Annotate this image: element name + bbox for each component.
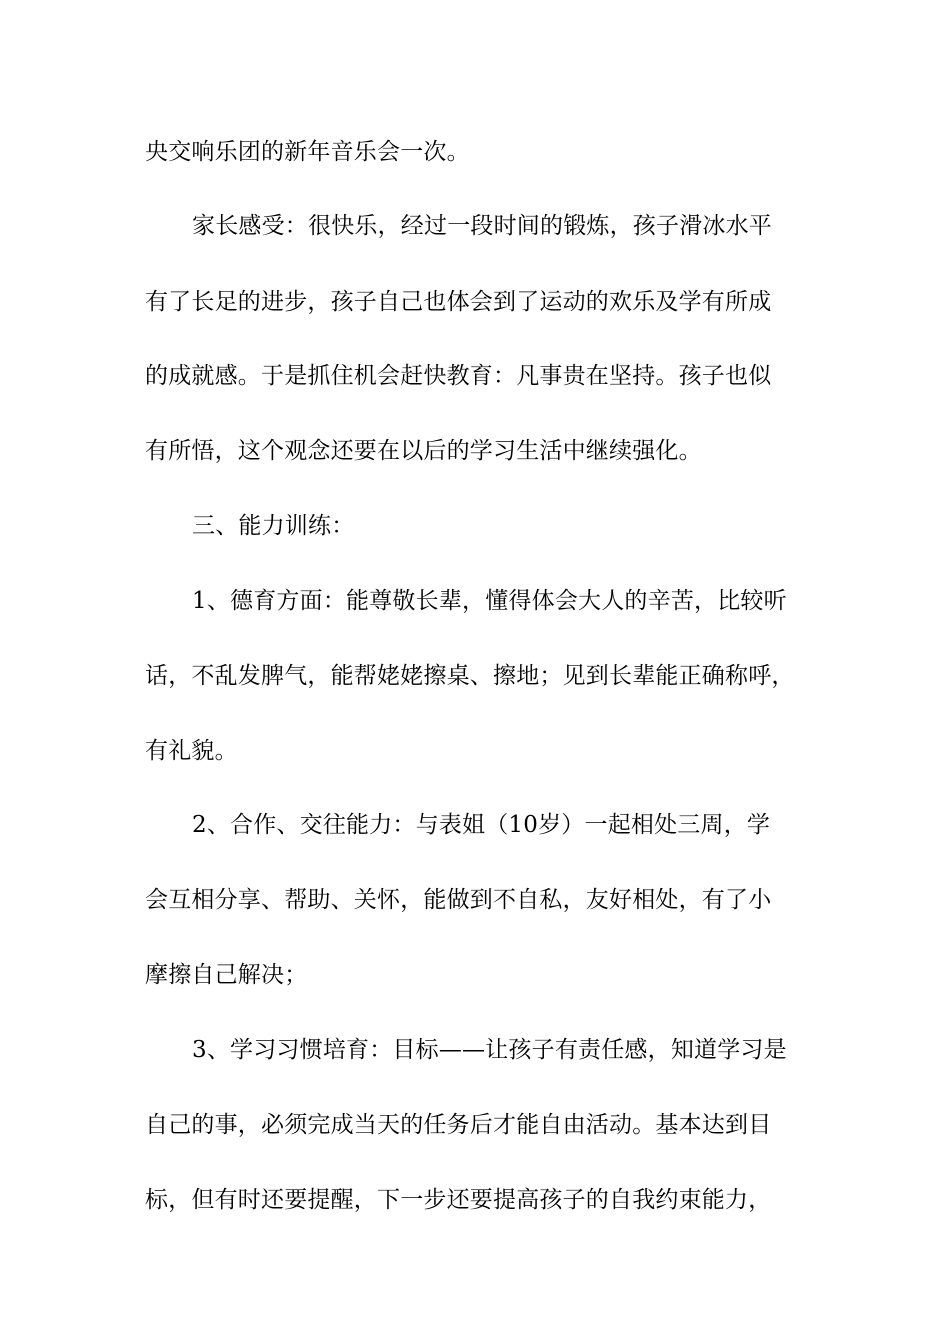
text-line-15: 标，但有时还要提醒，下一步还要提高孩子的自我约束能力， [145, 1187, 772, 1213]
text-line-5: 有所悟，这个观念还要在以后的学习生活中继续强化。 [145, 438, 702, 464]
text-line-9: 有礼貌。 [145, 738, 238, 764]
section-heading: 三、能力训练： [192, 513, 355, 539]
text-line-13: 3、学习习惯培育：目标——让孩子有责任感，知道学习是 [192, 1037, 787, 1063]
text-line-4: 的成就感。于是抓住机会赶快教育：凡事贵在坚持。孩子也似 [145, 363, 772, 389]
text-line-10: 2、合作、交往能力：与表姐（10岁）一起相处三周，学 [192, 812, 771, 838]
text-line-8: 话，不乱发脾气，能帮姥姥擦桌、擦地；见到长辈能正确称呼， [145, 663, 795, 689]
text-line-11: 会互相分享、帮助、关怀，能做到不自私，友好相处，有了小 [145, 887, 772, 913]
text-line-1: 央交响乐团的新年音乐会一次。 [145, 139, 470, 165]
text-line-14: 自己的事，必须完成当天的任务后才能自由活动。基本达到目 [145, 1112, 772, 1138]
text-line-7: 1、德育方面：能尊敬长辈，懂得体会大人的辛苦，比较听 [192, 588, 787, 614]
text-line-12: 摩擦自己解决； [145, 962, 308, 988]
text-line-3: 有了长足的进步，孩子自己也体会到了运动的欢乐及学有所成 [145, 289, 772, 315]
text-line-2: 家长感受：很快乐，经过一段时间的锻炼，孩子滑冰水平 [192, 213, 772, 239]
